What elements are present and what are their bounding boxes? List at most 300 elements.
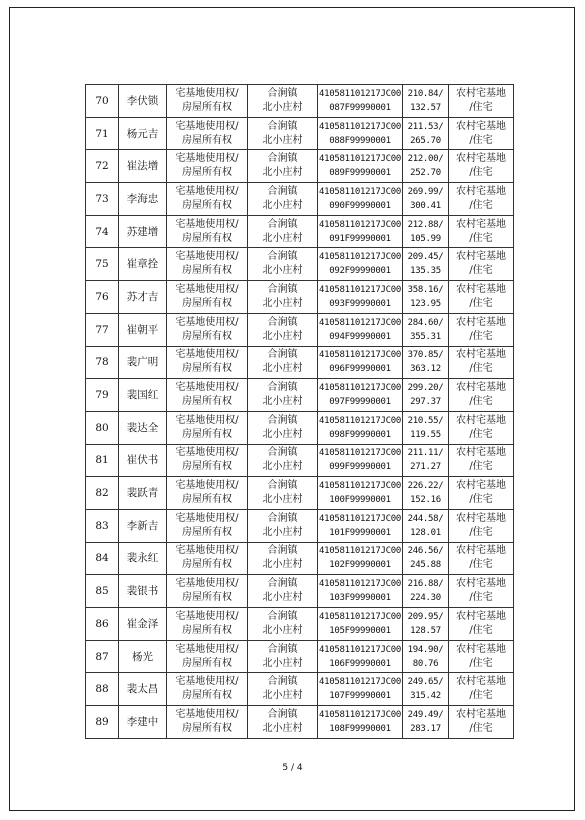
unit-id-cell (318, 346, 403, 379)
area-line: 300.41 (410, 200, 441, 211)
location-cell (248, 281, 318, 314)
usage-line: 农村宅基地 (456, 578, 506, 590)
location-cell (248, 215, 318, 248)
area-cell (403, 379, 449, 412)
unit-id-line: 410581101217JC00 (319, 579, 401, 590)
unit-id-cell (318, 640, 403, 673)
usage-cell (449, 346, 514, 379)
usage-line: /住宅 (469, 363, 493, 375)
location-line: 北小庄村 (262, 167, 303, 179)
location-cell (248, 542, 318, 575)
area-cell (403, 608, 449, 641)
usage-line: /住宅 (469, 526, 493, 538)
area-line: 224.30 (410, 593, 441, 604)
unit-id-line: 106F99990001 (329, 658, 391, 669)
usage-line: 农村宅基地 (456, 251, 506, 263)
location-cell (248, 640, 318, 673)
unit-id-line: 410581101217JC00 (319, 317, 401, 328)
table-row (86, 117, 514, 150)
location-line: 北小庄村 (262, 134, 303, 146)
unit-id-line: 098F99990001 (329, 429, 391, 440)
location-line: 合涧镇 (267, 676, 298, 688)
right-type-cell (167, 248, 248, 281)
unit-id-line: 099F99990001 (329, 462, 391, 473)
area-line: 210.84/ (407, 88, 444, 99)
usage-line: /住宅 (469, 624, 493, 636)
location-line: 北小庄村 (262, 592, 303, 604)
location-line: 合涧镇 (267, 447, 298, 459)
table-row (86, 640, 514, 673)
registration-table (85, 84, 514, 739)
usage-line: /住宅 (469, 396, 493, 408)
usage-cell (449, 379, 514, 412)
unit-id-line: 091F99990001 (329, 233, 391, 244)
table-row (86, 150, 514, 183)
location-cell (248, 706, 318, 739)
area-cell (403, 575, 449, 608)
right-type-line: 宅基地使用权/ (175, 251, 239, 263)
owner-name-cell: 苏才吉 (119, 281, 167, 314)
area-line: 252.70 (410, 168, 441, 179)
row-number-cell: 84 (86, 542, 119, 575)
unit-id-line: 093F99990001 (329, 298, 391, 309)
right-type-cell (167, 509, 248, 542)
unit-id-cell (318, 706, 403, 739)
right-type-cell (167, 575, 248, 608)
usage-line: /住宅 (469, 297, 493, 309)
area-line: 209.95/ (407, 611, 444, 622)
area-line: 132.57 (410, 102, 441, 113)
location-cell (248, 117, 318, 150)
right-type-line: 房屋所有权 (182, 232, 232, 244)
row-number-cell: 79 (86, 379, 119, 412)
usage-line: 农村宅基地 (456, 610, 506, 622)
right-type-line: 宅基地使用权/ (175, 185, 239, 197)
right-type-line: 房屋所有权 (182, 265, 232, 277)
right-type-cell (167, 379, 248, 412)
right-type-line: 房屋所有权 (182, 657, 232, 669)
area-cell (403, 183, 449, 216)
row-number-cell: 85 (86, 575, 119, 608)
area-cell (403, 444, 449, 477)
location-line: 合涧镇 (267, 283, 298, 295)
right-type-line: 宅基地使用权/ (175, 545, 239, 557)
location-line: 合涧镇 (267, 610, 298, 622)
unit-id-line: 410581101217JC00 (319, 219, 401, 230)
table-row (86, 673, 514, 706)
location-line: 北小庄村 (262, 297, 303, 309)
unit-id-line: 087F99990001 (329, 102, 391, 113)
right-type-line: 宅基地使用权/ (175, 349, 239, 361)
right-type-cell (167, 640, 248, 673)
location-line: 北小庄村 (262, 526, 303, 538)
usage-cell (449, 575, 514, 608)
usage-cell (449, 248, 514, 281)
table-row (86, 346, 514, 379)
right-type-cell (167, 117, 248, 150)
unit-id-line: 092F99990001 (329, 266, 391, 277)
location-line: 北小庄村 (262, 657, 303, 669)
unit-id-line: 410581101217JC00 (319, 154, 401, 165)
unit-id-line: 097F99990001 (329, 397, 391, 408)
unit-id-line: 410581101217JC00 (319, 448, 401, 459)
unit-id-line: 410581101217JC00 (319, 513, 401, 524)
owner-name-cell: 杨光 (119, 640, 167, 673)
owner-name-cell: 裴跃青 (119, 477, 167, 510)
usage-cell (449, 117, 514, 150)
area-line: 297.37 (410, 397, 441, 408)
location-line: 北小庄村 (262, 559, 303, 571)
area-line: 128.01 (410, 527, 441, 538)
area-cell (403, 542, 449, 575)
table-row (86, 183, 514, 216)
area-line: 246.56/ (407, 546, 444, 557)
usage-cell (449, 477, 514, 510)
right-type-line: 房屋所有权 (182, 101, 232, 113)
right-type-line: 宅基地使用权/ (175, 610, 239, 622)
table-row (86, 542, 514, 575)
usage-line: 农村宅基地 (456, 643, 506, 655)
area-line: 211.11/ (407, 448, 444, 459)
location-line: 合涧镇 (267, 316, 298, 328)
unit-id-line: 410581101217JC00 (319, 284, 401, 295)
unit-id-line: 094F99990001 (329, 331, 391, 342)
location-cell (248, 411, 318, 444)
table-row (86, 411, 514, 444)
right-type-line: 房屋所有权 (182, 526, 232, 538)
area-line: 315.42 (410, 691, 441, 702)
area-line: 194.90/ (407, 644, 444, 655)
usage-line: /住宅 (469, 330, 493, 342)
area-cell (403, 150, 449, 183)
usage-cell (449, 608, 514, 641)
table-row (86, 281, 514, 314)
right-type-line: 宅基地使用权/ (175, 153, 239, 165)
unit-id-line: 410581101217JC00 (319, 677, 401, 688)
location-cell (248, 379, 318, 412)
location-line: 合涧镇 (267, 414, 298, 426)
owner-name-cell: 崔伏书 (119, 444, 167, 477)
unit-id-cell (318, 542, 403, 575)
right-type-line: 房屋所有权 (182, 330, 232, 342)
right-type-cell (167, 85, 248, 118)
row-number-cell: 70 (86, 85, 119, 118)
right-type-line: 房屋所有权 (182, 690, 232, 702)
usage-line: 农村宅基地 (456, 283, 506, 295)
area-line: 123.95 (410, 298, 441, 309)
area-line: 209.45/ (407, 252, 444, 263)
row-number-cell: 81 (86, 444, 119, 477)
owner-name-cell: 李建中 (119, 706, 167, 739)
row-number-cell: 71 (86, 117, 119, 150)
area-line: 299.20/ (407, 383, 444, 394)
area-line: 370.85/ (407, 350, 444, 361)
unit-id-cell (318, 215, 403, 248)
table-row (86, 575, 514, 608)
right-type-line: 宅基地使用权/ (175, 708, 239, 720)
usage-line: 农村宅基地 (456, 185, 506, 197)
right-type-line: 房屋所有权 (182, 396, 232, 408)
owner-name-cell: 崔金泽 (119, 608, 167, 641)
area-line: 119.55 (410, 429, 441, 440)
area-line: 105.99 (410, 233, 441, 244)
table-row (86, 379, 514, 412)
unit-id-line: 410581101217JC00 (319, 383, 401, 394)
unit-id-line: 101F99990001 (329, 527, 391, 538)
location-cell (248, 150, 318, 183)
unit-id-line: 410581101217JC00 (319, 611, 401, 622)
usage-cell (449, 706, 514, 739)
location-line: 北小庄村 (262, 101, 303, 113)
usage-line: 农村宅基地 (456, 676, 506, 688)
area-cell (403, 117, 449, 150)
right-type-cell (167, 706, 248, 739)
right-type-cell (167, 673, 248, 706)
right-type-line: 宅基地使用权/ (175, 447, 239, 459)
area-cell (403, 281, 449, 314)
unit-id-line: 102F99990001 (329, 560, 391, 571)
unit-id-cell (318, 183, 403, 216)
location-cell (248, 444, 318, 477)
area-cell (403, 248, 449, 281)
right-type-line: 房屋所有权 (182, 461, 232, 473)
usage-line: 农村宅基地 (456, 545, 506, 557)
area-line: 128.57 (410, 625, 441, 636)
usage-cell (449, 542, 514, 575)
unit-id-line: 410581101217JC00 (319, 546, 401, 557)
right-type-line: 宅基地使用权/ (175, 643, 239, 655)
area-cell (403, 411, 449, 444)
unit-id-cell (318, 379, 403, 412)
owner-name-cell: 裴银书 (119, 575, 167, 608)
owner-name-cell: 裴广明 (119, 346, 167, 379)
area-line: 244.58/ (407, 513, 444, 524)
right-type-cell (167, 183, 248, 216)
location-line: 合涧镇 (267, 708, 298, 720)
right-type-cell (167, 150, 248, 183)
unit-id-line: 105F99990001 (329, 625, 391, 636)
owner-name-cell: 李海忠 (119, 183, 167, 216)
usage-line: /住宅 (469, 232, 493, 244)
location-line: 合涧镇 (267, 87, 298, 99)
unit-id-line: 410581101217JC00 (319, 252, 401, 263)
area-line: 271.27 (410, 462, 441, 473)
area-line: 212.00/ (407, 154, 444, 165)
row-number-cell: 87 (86, 640, 119, 673)
right-type-line: 宅基地使用权/ (175, 283, 239, 295)
row-number-cell: 83 (86, 509, 119, 542)
owner-name-cell: 崔法增 (119, 150, 167, 183)
row-number-cell: 80 (86, 411, 119, 444)
table-body (86, 85, 514, 739)
right-type-cell (167, 215, 248, 248)
area-line: 152.16 (410, 495, 441, 506)
right-type-line: 宅基地使用权/ (175, 218, 239, 230)
location-line: 北小庄村 (262, 232, 303, 244)
location-line: 北小庄村 (262, 265, 303, 277)
unit-id-cell (318, 444, 403, 477)
right-type-line: 房屋所有权 (182, 624, 232, 636)
location-cell (248, 85, 318, 118)
row-number-cell: 72 (86, 150, 119, 183)
unit-id-line: 088F99990001 (329, 135, 391, 146)
usage-line: /住宅 (469, 494, 493, 506)
area-line: 212.88/ (407, 219, 444, 230)
owner-name-cell: 裴达全 (119, 411, 167, 444)
usage-cell (449, 85, 514, 118)
table-row (86, 313, 514, 346)
right-type-line: 宅基地使用权/ (175, 120, 239, 132)
usage-cell (449, 411, 514, 444)
usage-line: 农村宅基地 (456, 447, 506, 459)
unit-id-cell (318, 608, 403, 641)
area-line: 355.31 (410, 331, 441, 342)
location-line: 北小庄村 (262, 722, 303, 734)
owner-name-cell: 裴太昌 (119, 673, 167, 706)
location-line: 北小庄村 (262, 494, 303, 506)
area-cell (403, 215, 449, 248)
row-number-cell: 86 (86, 608, 119, 641)
area-line: 211.53/ (407, 121, 444, 132)
page-number: 5 / 4 (282, 763, 303, 773)
table-row (86, 444, 514, 477)
usage-line: /住宅 (469, 134, 493, 146)
area-line: 265.70 (410, 135, 441, 146)
usage-cell (449, 281, 514, 314)
location-line: 合涧镇 (267, 251, 298, 263)
unit-id-cell (318, 117, 403, 150)
area-line: 226.22/ (407, 481, 444, 492)
right-type-cell (167, 281, 248, 314)
right-type-cell (167, 608, 248, 641)
location-line: 合涧镇 (267, 512, 298, 524)
row-number-cell: 74 (86, 215, 119, 248)
usage-cell (449, 215, 514, 248)
unit-id-line: 090F99990001 (329, 200, 391, 211)
right-type-line: 宅基地使用权/ (175, 382, 239, 394)
location-cell (248, 346, 318, 379)
area-line: 249.49/ (407, 709, 444, 720)
location-cell (248, 509, 318, 542)
usage-line: /住宅 (469, 657, 493, 669)
usage-cell (449, 183, 514, 216)
area-line: 80.76 (412, 658, 439, 669)
location-line: 合涧镇 (267, 185, 298, 197)
right-type-line: 宅基地使用权/ (175, 87, 239, 99)
usage-line: 农村宅基地 (456, 480, 506, 492)
usage-line: 农村宅基地 (456, 349, 506, 361)
location-line: 北小庄村 (262, 428, 303, 440)
area-cell (403, 85, 449, 118)
area-cell (403, 640, 449, 673)
location-cell (248, 575, 318, 608)
unit-id-line: 100F99990001 (329, 495, 391, 506)
location-line: 合涧镇 (267, 382, 298, 394)
area-cell (403, 477, 449, 510)
area-cell (403, 673, 449, 706)
location-line: 合涧镇 (267, 480, 298, 492)
area-cell (403, 346, 449, 379)
unit-id-line: 410581101217JC00 (319, 350, 401, 361)
location-line: 合涧镇 (267, 120, 298, 132)
location-cell (248, 248, 318, 281)
unit-id-cell (318, 477, 403, 510)
usage-line: /住宅 (469, 101, 493, 113)
location-cell (248, 608, 318, 641)
unit-id-cell (318, 85, 403, 118)
right-type-cell (167, 542, 248, 575)
table-row (86, 706, 514, 739)
unit-id-cell (318, 411, 403, 444)
area-cell (403, 509, 449, 542)
usage-line: 农村宅基地 (456, 414, 506, 426)
usage-line: /住宅 (469, 722, 493, 734)
right-type-cell (167, 313, 248, 346)
unit-id-line: 410581101217JC00 (319, 481, 401, 492)
right-type-line: 宅基地使用权/ (175, 676, 239, 688)
usage-line: /住宅 (469, 167, 493, 179)
usage-line: /住宅 (469, 461, 493, 473)
owner-name-cell: 苏建增 (119, 215, 167, 248)
usage-line: 农村宅基地 (456, 316, 506, 328)
row-number-cell: 73 (86, 183, 119, 216)
right-type-line: 房屋所有权 (182, 428, 232, 440)
area-line: 269.99/ (407, 186, 444, 197)
owner-name-cell: 裴国红 (119, 379, 167, 412)
row-number-cell: 82 (86, 477, 119, 510)
unit-id-cell (318, 281, 403, 314)
owner-name-cell: 崔朝平 (119, 313, 167, 346)
right-type-line: 房屋所有权 (182, 297, 232, 309)
table-row (86, 85, 514, 118)
usage-cell (449, 509, 514, 542)
location-line: 合涧镇 (267, 349, 298, 361)
table-row (86, 215, 514, 248)
location-line: 北小庄村 (262, 363, 303, 375)
location-line: 合涧镇 (267, 153, 298, 165)
location-line: 北小庄村 (262, 624, 303, 636)
unit-id-line: 410581101217JC00 (319, 186, 401, 197)
owner-name-cell: 崔章拴 (119, 248, 167, 281)
right-type-cell (167, 444, 248, 477)
usage-line: 农村宅基地 (456, 708, 506, 720)
usage-cell (449, 640, 514, 673)
location-line: 北小庄村 (262, 461, 303, 473)
owner-name-cell: 李伏锁 (119, 85, 167, 118)
location-line: 北小庄村 (262, 396, 303, 408)
unit-id-line: 410581101217JC00 (319, 88, 401, 99)
usage-cell (449, 150, 514, 183)
table-row (86, 248, 514, 281)
unit-id-cell (318, 313, 403, 346)
location-cell (248, 183, 318, 216)
location-line: 合涧镇 (267, 545, 298, 557)
table-row (86, 509, 514, 542)
unit-id-cell (318, 509, 403, 542)
unit-id-line: 107F99990001 (329, 691, 391, 702)
unit-id-cell (318, 150, 403, 183)
usage-line: 农村宅基地 (456, 120, 506, 132)
right-type-cell (167, 411, 248, 444)
right-type-line: 房屋所有权 (182, 722, 232, 734)
usage-line: /住宅 (469, 265, 493, 277)
usage-line: 农村宅基地 (456, 153, 506, 165)
area-cell (403, 706, 449, 739)
area-line: 283.17 (410, 723, 441, 734)
location-line: 北小庄村 (262, 330, 303, 342)
unit-id-line: 410581101217JC00 (319, 709, 401, 720)
right-type-line: 房屋所有权 (182, 592, 232, 604)
